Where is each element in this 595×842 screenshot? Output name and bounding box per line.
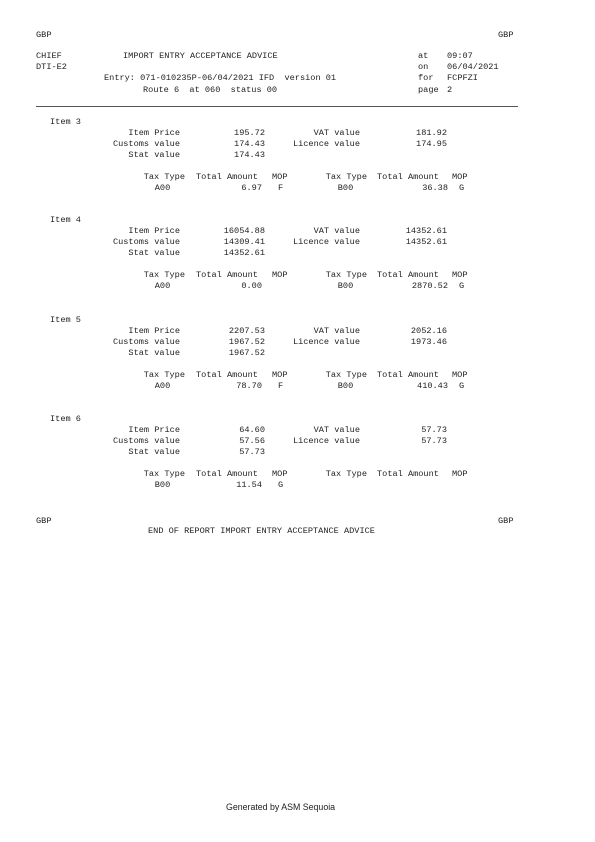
item-title: Item 6 xyxy=(50,414,81,424)
for-label: for xyxy=(418,73,434,83)
tax2-mop: G xyxy=(459,381,465,391)
stat-value: 57.73 xyxy=(239,447,265,457)
item-title: Item 3 xyxy=(50,117,81,127)
licence-value-label: Licence value xyxy=(292,237,360,247)
tax1-amount: 11.54 xyxy=(236,480,262,490)
vat-value-label: VAT value xyxy=(313,226,360,236)
vat-value-label: VAT value xyxy=(313,128,360,138)
header-divider xyxy=(36,106,518,107)
report-title: IMPORT ENTRY ACCEPTANCE ADVICE xyxy=(123,51,278,61)
tax1-amount: 6.97 xyxy=(241,183,262,193)
licence-value: 174.95 xyxy=(416,139,447,149)
on-label: on xyxy=(418,62,429,72)
vat-value: 2052.16 xyxy=(410,326,447,336)
item-price-label: Item Price xyxy=(128,326,180,336)
total-amount-header-1: Total Amount xyxy=(196,270,258,280)
tax2-type: B00 xyxy=(337,381,354,391)
total-amount-header-2: Total Amount xyxy=(377,172,439,182)
page-label: page xyxy=(418,85,439,95)
licence-value: 57.73 xyxy=(421,436,447,446)
stat-value: 1967.52 xyxy=(228,348,265,358)
tax-type-header-2: Tax Type xyxy=(325,469,367,479)
item-price-label: Item Price xyxy=(128,425,180,435)
customs-value-label: Customs value xyxy=(112,139,180,149)
mop-header-1: MOP xyxy=(272,469,288,479)
tax2-amount: 36.38 xyxy=(422,183,448,193)
vat-value: 57.73 xyxy=(421,425,447,435)
mop-header-1: MOP xyxy=(272,270,288,280)
licence-value-label: Licence value xyxy=(292,337,360,347)
customs-value-label: Customs value xyxy=(112,436,180,446)
tax2-type: B00 xyxy=(337,183,354,193)
customs-value: 1967.52 xyxy=(228,337,265,347)
terminal-id: DTI-E2 xyxy=(36,62,67,72)
total-amount-header-2: Total Amount xyxy=(377,270,439,280)
tax1-amount: 0.00 xyxy=(241,281,262,291)
tax-type-header-1: Tax Type xyxy=(143,172,185,182)
item-title: Item 4 xyxy=(50,215,81,225)
tax1-amount: 78.70 xyxy=(236,381,262,391)
tax2-mop: G xyxy=(459,183,465,193)
tax1-type: A00 xyxy=(154,381,171,391)
item-price-value: 64.60 xyxy=(239,425,265,435)
tax1-mop: F xyxy=(278,381,284,391)
customs-value-label: Customs value xyxy=(112,337,180,347)
stat-value-label: Stat value xyxy=(128,348,180,358)
tax-type-header-1: Tax Type xyxy=(143,370,185,380)
vat-value-label: VAT value xyxy=(313,326,360,336)
mop-header-1: MOP xyxy=(272,172,288,182)
item-price-label: Item Price xyxy=(128,226,180,236)
tax-type-header-1: Tax Type xyxy=(143,469,185,479)
generated-by-footer: Generated by ASM Sequoia xyxy=(226,802,336,812)
stat-value-label: Stat value xyxy=(128,248,180,258)
mop-header-2: MOP xyxy=(452,172,468,182)
total-amount-header-1: Total Amount xyxy=(196,172,258,182)
mop-header-2: MOP xyxy=(452,469,468,479)
customs-value-label: Customs value xyxy=(112,237,180,247)
item-price-value: 195.72 xyxy=(234,128,265,138)
item-title: Item 5 xyxy=(50,315,81,325)
vat-value: 14352.61 xyxy=(405,226,447,236)
for-value: FCPFZI xyxy=(447,73,478,83)
licence-value-label: Licence value xyxy=(292,139,360,149)
report-date: 06/04/2021 xyxy=(447,62,499,72)
tax-type-header-2: Tax Type xyxy=(325,172,367,182)
top-currency-left: GBP xyxy=(36,30,52,40)
tax2-amount: 410.43 xyxy=(417,381,448,391)
tax1-mop: F xyxy=(278,183,284,193)
vat-value-label: VAT value xyxy=(313,425,360,435)
tax-type-header-2: Tax Type xyxy=(325,270,367,280)
stat-value-label: Stat value xyxy=(128,447,180,457)
route-line: Route 6 at 060 status 00 xyxy=(143,85,278,95)
item-price-value: 16054.88 xyxy=(223,226,265,236)
at-label: at xyxy=(418,51,429,61)
total-amount-header-2: Total Amount xyxy=(377,469,439,479)
licence-value-label: Licence value xyxy=(292,436,360,446)
stat-value: 174.43 xyxy=(234,150,265,160)
tax1-mop: G xyxy=(278,480,284,490)
total-amount-header-1: Total Amount xyxy=(196,370,258,380)
item-price-label: Item Price xyxy=(128,128,180,138)
tax2-type: B00 xyxy=(337,281,354,291)
stat-value: 14352.61 xyxy=(223,248,265,258)
tax2-mop: G xyxy=(459,281,465,291)
mop-header-2: MOP xyxy=(452,270,468,280)
mop-header-2: MOP xyxy=(452,370,468,380)
top-currency-right: GBP xyxy=(498,30,514,40)
tax1-type: A00 xyxy=(154,281,171,291)
item-price-value: 2207.53 xyxy=(228,326,265,336)
entry-line: Entry: 071-010235P-06/04/2021 IFD version 01 xyxy=(104,73,337,83)
customs-value: 57.56 xyxy=(239,436,265,446)
total-amount-header-2: Total Amount xyxy=(377,370,439,380)
tax-type-header-2: Tax Type xyxy=(325,370,367,380)
system-name: CHIEF xyxy=(36,51,62,61)
end-currency-right: GBP xyxy=(498,516,514,526)
end-of-report: END OF REPORT IMPORT ENTRY ACCEPTANCE ADVICE xyxy=(148,526,375,536)
mop-header-1: MOP xyxy=(272,370,288,380)
tax1-type: A00 xyxy=(154,183,171,193)
report-time: 09:07 xyxy=(447,51,473,61)
stat-value-label: Stat value xyxy=(128,150,180,160)
tax-type-header-1: Tax Type xyxy=(143,270,185,280)
licence-value: 14352.61 xyxy=(405,237,447,247)
customs-value: 174.43 xyxy=(234,139,265,149)
tax1-type: B00 xyxy=(154,480,171,490)
end-currency-left: GBP xyxy=(36,516,52,526)
customs-value: 14309.41 xyxy=(223,237,265,247)
vat-value: 181.92 xyxy=(416,128,447,138)
total-amount-header-1: Total Amount xyxy=(196,469,258,479)
licence-value: 1973.46 xyxy=(410,337,447,347)
page-number: 2 xyxy=(447,85,453,95)
tax2-amount: 2870.52 xyxy=(411,281,448,291)
